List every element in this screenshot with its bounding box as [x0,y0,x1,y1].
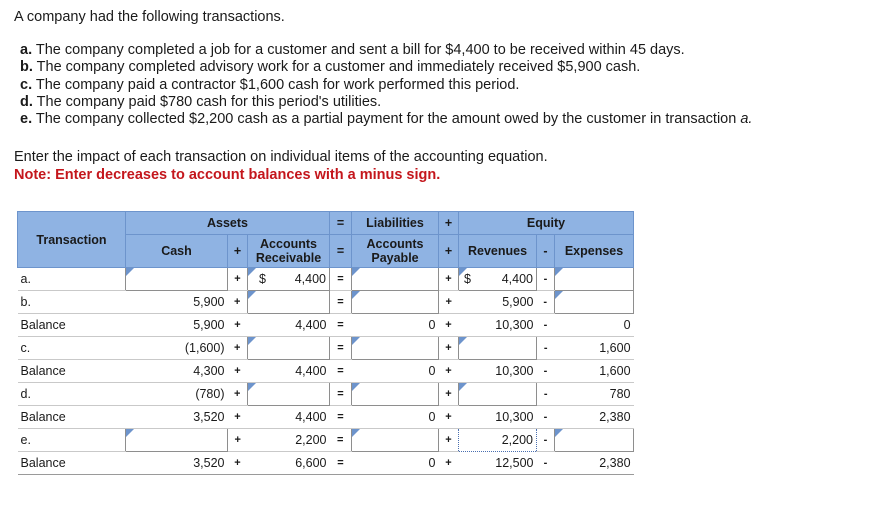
transaction-c [20,77,752,94]
instruction-text: Enter the impact of each transaction on individual items of the accounting equation. [14,149,548,165]
accounts-payable-value: 0 [352,406,439,429]
equals-sign: = [330,268,352,291]
expenses-input[interactable] [555,429,634,452]
table-row [18,291,634,314]
accounts-receivable-value: 4,400 [248,406,330,429]
plus-sign: + [228,406,248,429]
row-label: a. [18,268,126,291]
accounts-payable-value: 0 [352,360,439,383]
transaction-b [20,59,752,76]
plus-sign: + [228,360,248,383]
accounts-payable-value: 0 [352,314,439,337]
row-label: Balance [18,360,126,383]
plus-sign: + [228,291,248,314]
plus-sign: + [439,314,459,337]
transaction-text: The company collected $2,200 cash as a partial payment for the amount owed by the customer in transaction [35,111,737,128]
intro-text: A company had the following transactions. [14,9,285,25]
equals-sign: = [330,406,352,429]
plus-sign: + [228,383,248,406]
plus-sign: + [228,337,248,360]
equals-sign: = [330,383,352,406]
accounts-payable-input[interactable] [352,429,439,452]
expenses-input[interactable] [555,291,634,314]
table-row [18,337,634,360]
header-plus: + [228,235,248,268]
minus-sign: - [537,314,555,337]
cash-input[interactable] [126,268,228,291]
transaction-reference: a. [740,111,753,128]
header-expenses: Expenses [555,235,634,268]
expenses-value: 2,380 [555,452,634,475]
plus-sign: + [439,291,459,314]
header-assets: Assets [126,212,330,235]
table-row [18,383,634,406]
accounts-receivable-value: 2,200 [248,429,330,452]
accounts-payable-input[interactable] [352,337,439,360]
revenues-value: 12,500 [459,452,537,475]
minus-sign: - [537,291,555,314]
plus-sign: + [228,314,248,337]
header-equals: = [330,235,352,268]
equals-sign: = [330,429,352,452]
minus-sign: - [537,406,555,429]
accounts-payable-value: 0 [352,452,439,475]
table-row [18,360,634,383]
minus-sign: - [537,337,555,360]
accounts-payable-input[interactable] [352,268,439,291]
transaction-text: The company paid a contractor $1,600 cash for work performed this period. [35,76,520,93]
plus-sign: + [228,268,248,291]
revenues-input[interactable] [459,383,537,406]
row-label: Balance [18,452,126,475]
header-plus: + [439,212,459,235]
minus-sign: - [537,452,555,475]
transaction-list [20,42,752,128]
transaction-e [20,111,752,128]
accounts-payable-input[interactable] [352,291,439,314]
cell-value: 4,400 [501,272,533,286]
cash-value: 3,520 [126,406,228,429]
header-revenues: Revenues [459,235,537,268]
revenues-value[interactable]: 2,200 [459,429,537,452]
plus-sign: + [439,268,459,291]
transaction-text: The company completed advisory work for a customer and immediately received $5,900 cash. [36,59,641,76]
cash-value: (1,600) [126,337,228,360]
equals-sign: = [330,360,352,383]
row-label: b. [18,291,126,314]
header-equity: Equity [459,212,634,235]
transaction-text: The company paid $780 cash for this period's utilities. [36,93,382,110]
expenses-value: 2,380 [555,406,634,429]
expenses-input[interactable] [555,268,634,291]
accounts-receivable-input[interactable] [248,383,330,406]
equals-sign: = [330,291,352,314]
dollar-sign: $ [259,272,266,286]
header-cash: Cash [126,235,228,268]
minus-sign: - [537,268,555,291]
transaction-text: The company completed a job for a customer and sent a bill for $4,400 to be received within 45 days. [35,42,685,58]
revenues-value: 10,300 [459,314,537,337]
header-equals: = [330,212,352,235]
revenues-value: 10,300 [459,360,537,383]
minus-sign: - [537,360,555,383]
expenses-value: 780 [555,383,634,406]
cash-value: 5,900 [126,291,228,314]
accounts-receivable-input[interactable] [248,337,330,360]
transaction-d [20,94,752,111]
accounts-receivable-value: 6,600 [248,452,330,475]
cash-value: (780) [126,383,228,406]
accounting-equation-table [17,211,634,475]
header-minus: - [537,235,555,268]
row-label: Balance [18,406,126,429]
accounts-receivable-input[interactable] [248,291,330,314]
accounts-payable-input[interactable] [352,383,439,406]
revenues-value: 10,300 [459,406,537,429]
expenses-value: 1,600 [555,360,634,383]
note-text: Note: Enter decreases to account balances with a minus sign. [14,167,441,183]
equals-sign: = [330,314,352,337]
cash-value: 4,300 [126,360,228,383]
row-label: e. [18,429,126,452]
cash-value: 3,520 [126,452,228,475]
cash-input[interactable] [126,429,228,452]
minus-sign: - [537,429,555,452]
transaction-letter: e. [20,111,33,128]
header-liabilities: Liabilities [352,212,439,235]
equals-sign: = [330,452,352,475]
cash-value: 5,900 [126,314,228,337]
header-transaction: Transaction [18,212,126,268]
plus-sign: + [439,429,459,452]
table-row [18,452,634,475]
revenues-input[interactable] [459,268,537,291]
row-label: Balance [18,314,126,337]
cell-value: 4,400 [294,272,326,286]
row-label: d. [18,383,126,406]
plus-sign: + [228,452,248,475]
table-row [18,429,634,452]
header-accounts-payable: Accounts Payable [352,235,439,268]
dollar-sign: $ [464,272,471,286]
table-row [18,406,634,429]
accounts-receivable-input[interactable] [248,268,330,291]
transaction-a [20,42,752,59]
plus-sign: + [439,383,459,406]
accounts-receivable-value: 4,400 [248,314,330,337]
table-row [18,314,634,337]
transaction-letter: c. [20,76,33,93]
plus-sign: + [228,429,248,452]
plus-sign: + [439,406,459,429]
transaction-letter: d. [20,93,33,110]
table-row [18,268,634,291]
transaction-letter: b. [20,59,33,76]
row-label: c. [18,337,126,360]
minus-sign: - [537,383,555,406]
header-plus: + [439,235,459,268]
expenses-value: 1,600 [555,337,634,360]
expenses-value: 0 [555,314,634,337]
plus-sign: + [439,337,459,360]
plus-sign: + [439,360,459,383]
header-accounts-receivable: Accounts Receivable [248,235,330,268]
accounts-receivable-value: 4,400 [248,360,330,383]
plus-sign: + [439,452,459,475]
transaction-letter: a. [20,42,33,58]
revenues-value: 5,900 [459,291,537,314]
revenues-input[interactable] [459,337,537,360]
equals-sign: = [330,337,352,360]
